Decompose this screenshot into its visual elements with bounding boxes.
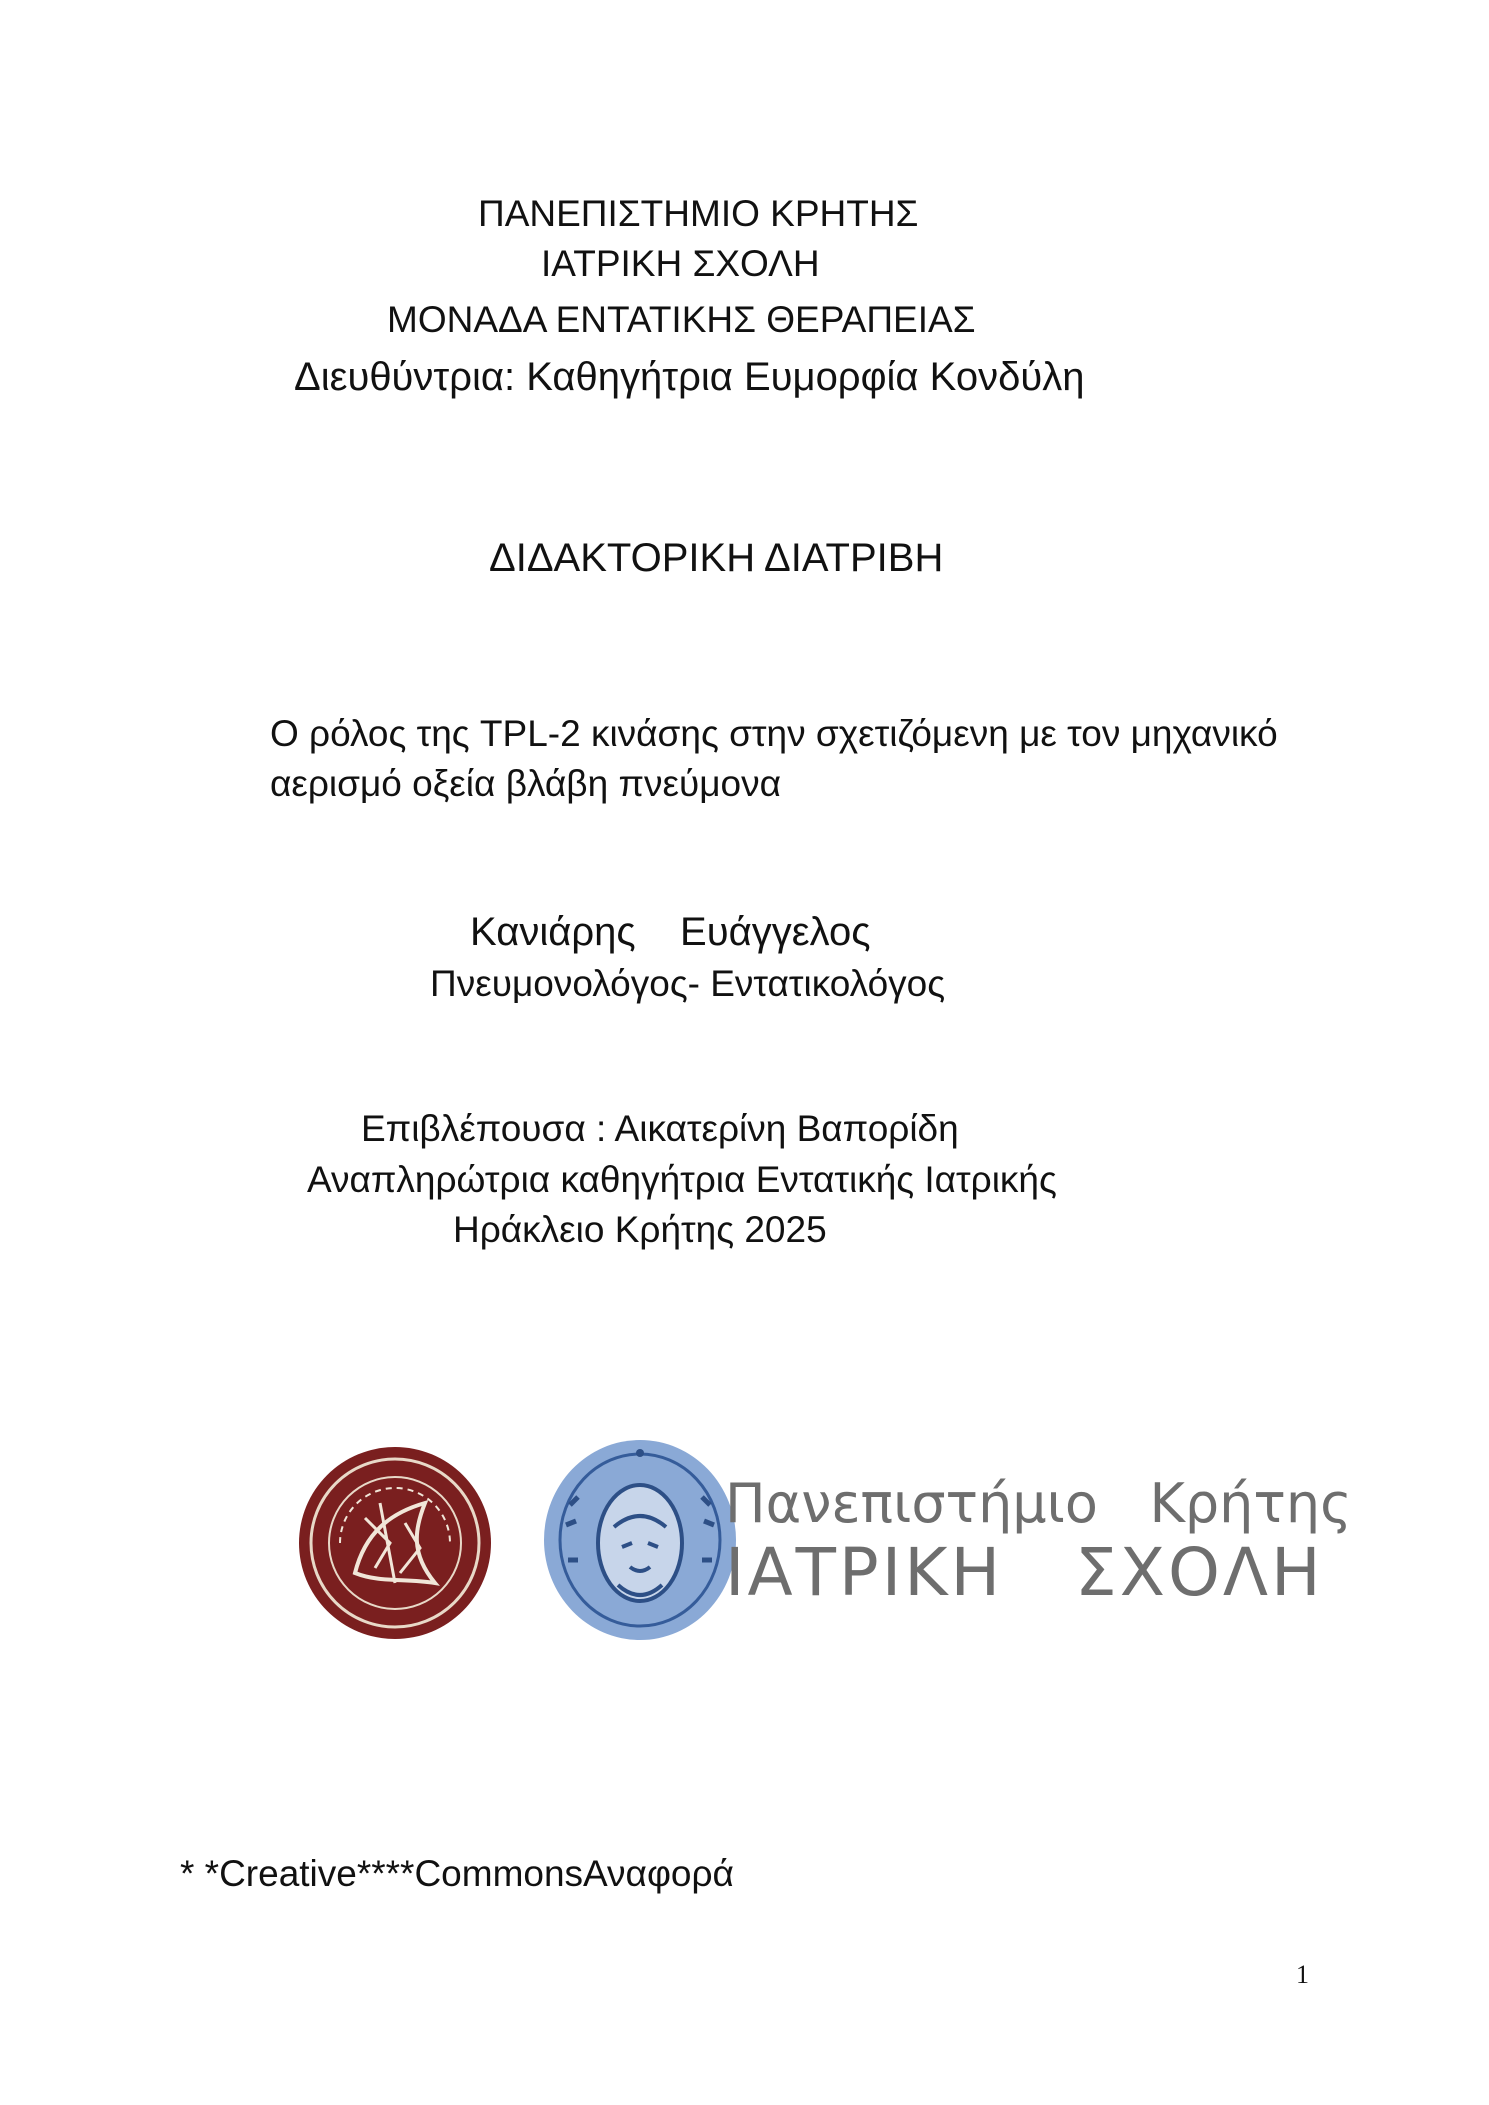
license-note: * *Creative****CommonsΑναφορά — [180, 1853, 734, 1894]
document-type: ΔΙΔΑΚΤΟΡΙΚΗ ΔΙΑΤΡΙΒΗ — [489, 536, 944, 580]
university-seal-red-icon — [295, 1443, 495, 1643]
logo-wordmark-line-2: ΙΑΤΡΙΚΗ ΣΧΟΛΗ — [725, 1534, 1324, 1611]
supervisor-title: Αναπληρώτρια καθηγήτρια Εντατικής Ιατρικής — [307, 1159, 1057, 1200]
thesis-title-line-1: Ο ρόλος της TPL-2 κινάσης στην σχετιζόμενη με τον μηχανικό — [270, 713, 1278, 754]
director-line: Διευθύντρια: Καθηγήτρια Ευμορφία Κονδύλη — [294, 355, 1085, 399]
school-heading: ΙΑΤΡΙΚΗ ΣΧΟΛΗ — [541, 243, 820, 284]
author-name: Κανιάρης Ευάγγελος — [470, 910, 871, 954]
thesis-title-line-2: αερισμό οξεία βλάβη πνεύμονα — [270, 763, 781, 804]
medical-school-logo — [295, 1435, 1352, 1665]
place-year: Ηράκλειο Κρήτης 2025 — [453, 1209, 827, 1250]
author-specialty: Πνευμονολόγος- Εντατικολόγος — [430, 963, 946, 1004]
medical-school-seal-blue-icon — [540, 1435, 740, 1645]
logo-wordmark — [725, 1473, 1352, 1611]
supervisor-line: Επιβλέπουσα : Αικατερίνη Βαπορίδη — [361, 1108, 959, 1149]
page-number: 1 — [1296, 1960, 1309, 1989]
university-heading: ΠΑΝΕΠΙΣΤΗΜΙΟ ΚΡΗΤΗΣ — [478, 193, 919, 234]
unit-heading: ΜΟΝΑΔΑ ΕΝΤΑΤΙΚΗΣ ΘΕΡΑΠΕΙΑΣ — [387, 299, 976, 340]
logo-wordmark-line-1: Πανεπιστήμιο Κρήτης — [725, 1472, 1352, 1535]
